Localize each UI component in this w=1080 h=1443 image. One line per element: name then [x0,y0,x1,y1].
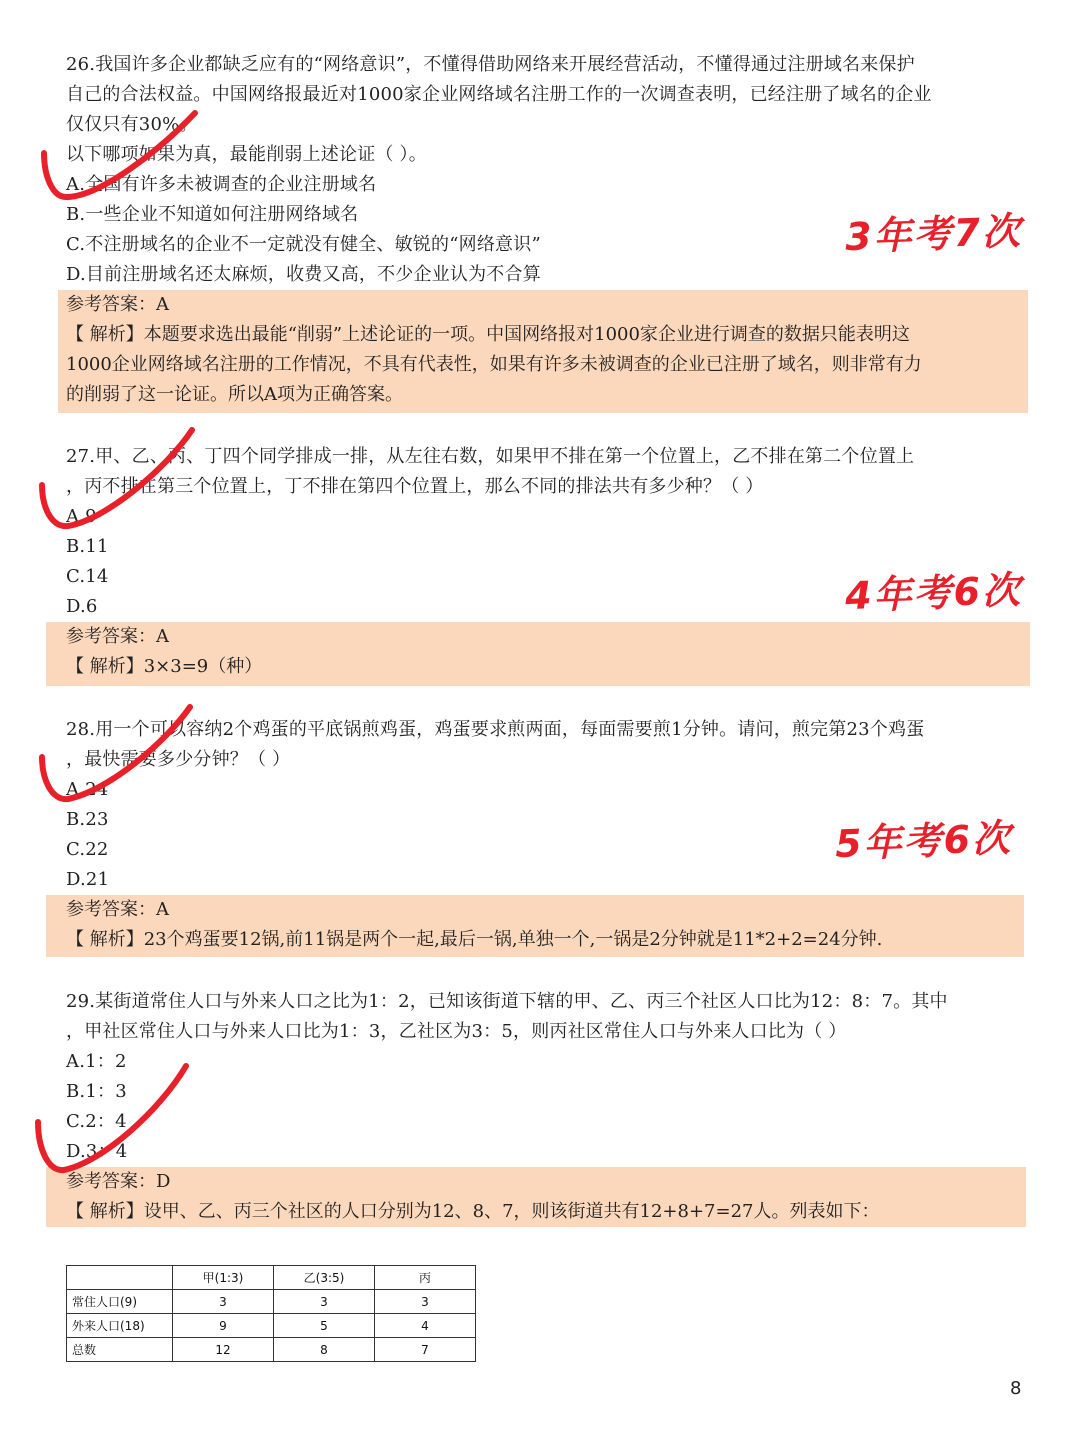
table-header-cell: 甲(1:3) [173,1266,274,1290]
table-row [67,1338,476,1362]
option-d: D.目前注册域名还太麻烦，收费又高，不少企业认为不合算 [66,264,541,285]
option-d: D.3：4 [66,1141,128,1162]
population-table [66,1265,476,1362]
handwritten-note: 4年考6次 [844,567,1023,619]
question-text: 29.某街道常住人口与外来人口之比为1：2，已知该街道下辖的甲、乙、丙三个社区人口比为12：8：7。其中 [66,991,948,1012]
analysis-text: 【 解析】本题要求选出最能“削弱”上述论证的一项。中国网络报对1000家企业进行调查的数据只能表明这 [66,324,910,345]
answer-box [46,622,1030,686]
question-text: ，最快需要多少分钟？（ ） [66,749,291,770]
answer-text: 参考答案：A [66,626,169,647]
table-row [67,1290,476,1314]
option-a: A.9 [66,506,97,527]
answer-text: 参考答案：D [66,1171,171,1192]
handwritten-note: 3年考7次 [844,208,1023,260]
checkmark-icon [28,1060,208,1180]
option-c: C.14 [66,566,109,587]
option-c: C.2：4 [66,1111,127,1132]
option-b: B.23 [66,809,109,830]
question-text: ，甲社区常住人口与外来人口比为1：3，乙社区为3：5，则丙社区常住人口与外来人口比为（ ） [66,1021,847,1042]
question-text: 仅仅只有30%。 [66,114,198,135]
question-text: 28.用一个可以容纳2个鸡蛋的平底锅煎鸡蛋，鸡蛋要求煎两面，每面需要煎1分钟。请问，煎完第23个鸡蛋 [66,719,925,740]
table-cell [67,1266,173,1290]
analysis-text: 1000企业网络域名注册的工作情况，不具有代表性，如果有许多未被调查的企业已注册了域名，则非常有力 [66,354,922,375]
answer-box [58,290,1028,413]
option-b: B.1：3 [66,1081,127,1102]
analysis-text: 【 解析】3×3=9（种） [66,656,263,677]
option-c: C.不注册域名的企业不一定就没有健全、敏锐的“网络意识” [66,234,541,255]
option-d: D.21 [66,869,110,890]
table-cell: 4 [375,1314,476,1338]
option-b: B.11 [66,536,109,557]
checkmark-icon [30,695,210,815]
table-cell: 总数 [67,1338,173,1362]
table-cell: 外来人口(18) [67,1314,173,1338]
table-cell: 3 [274,1290,375,1314]
question-prompt: 以下哪项如果为真，最能削弱上述论证（ ）。 [66,144,427,165]
table-header-row [67,1266,476,1290]
question-text: ，丙不排在第三个位置上，丁不排在第四个位置上，那么不同的排法共有多少种？（ ） [66,476,764,497]
answer-text: 参考答案：A [66,294,169,315]
option-a: A.24 [66,779,109,800]
option-b: B.一些企业不知道如何注册网络域名 [66,204,359,225]
table-cell: 12 [173,1338,274,1362]
table-header-cell: 乙(3:5) [274,1266,375,1290]
question-text: 自己的合法权益。中国网络报最近对1000家企业网络域名注册工作的一次调查表明，已经注册了域名的企业 [66,84,932,105]
answer-box [46,895,1024,957]
answer-text: 参考答案：A [66,899,169,920]
option-c: C.22 [66,839,109,860]
page-number: 8 [1010,1378,1022,1399]
analysis-text: 【 解析】设甲、乙、丙三个社区的人口分别为12、8、7，则该街道共有12+8+7=27人。列表如下： [66,1201,880,1222]
checkmark-icon [30,105,210,215]
option-d: D.6 [66,596,98,617]
analysis-text: 【 解析】23个鸡蛋要12锅,前11锅是两个一起,最后一锅,单独一个,一锅是2分钟就是11*2+2=24分钟. [66,929,883,950]
question-text: 26.我国许多企业都缺乏应有的“网络意识”，不懂得借助网络来开展经营活动，不懂得通过注册域名来保护 [66,54,915,75]
handwritten-note: 5年考6次 [834,815,1013,867]
table-cell: 3 [375,1290,476,1314]
table-cell: 8 [274,1338,375,1362]
table-row [67,1314,476,1338]
table-cell: 5 [274,1314,375,1338]
table-cell: 9 [173,1314,274,1338]
analysis-text: 的削弱了这一论证。所以A项为正确答案。 [66,384,403,405]
option-a: A.全国有许多未被调查的企业注册域名 [66,174,377,195]
checkmark-icon [30,420,210,540]
table-cell: 3 [173,1290,274,1314]
table-header-cell: 丙 [375,1266,476,1290]
table-cell: 常住人口(9) [67,1290,173,1314]
question-text: 27.甲、乙、丙、丁四个同学排成一排，从左往右数，如果甲不排在第一个位置上，乙不排在第二个位置上 [66,446,915,467]
option-a: A.1：2 [66,1051,127,1072]
table-cell: 7 [375,1338,476,1362]
